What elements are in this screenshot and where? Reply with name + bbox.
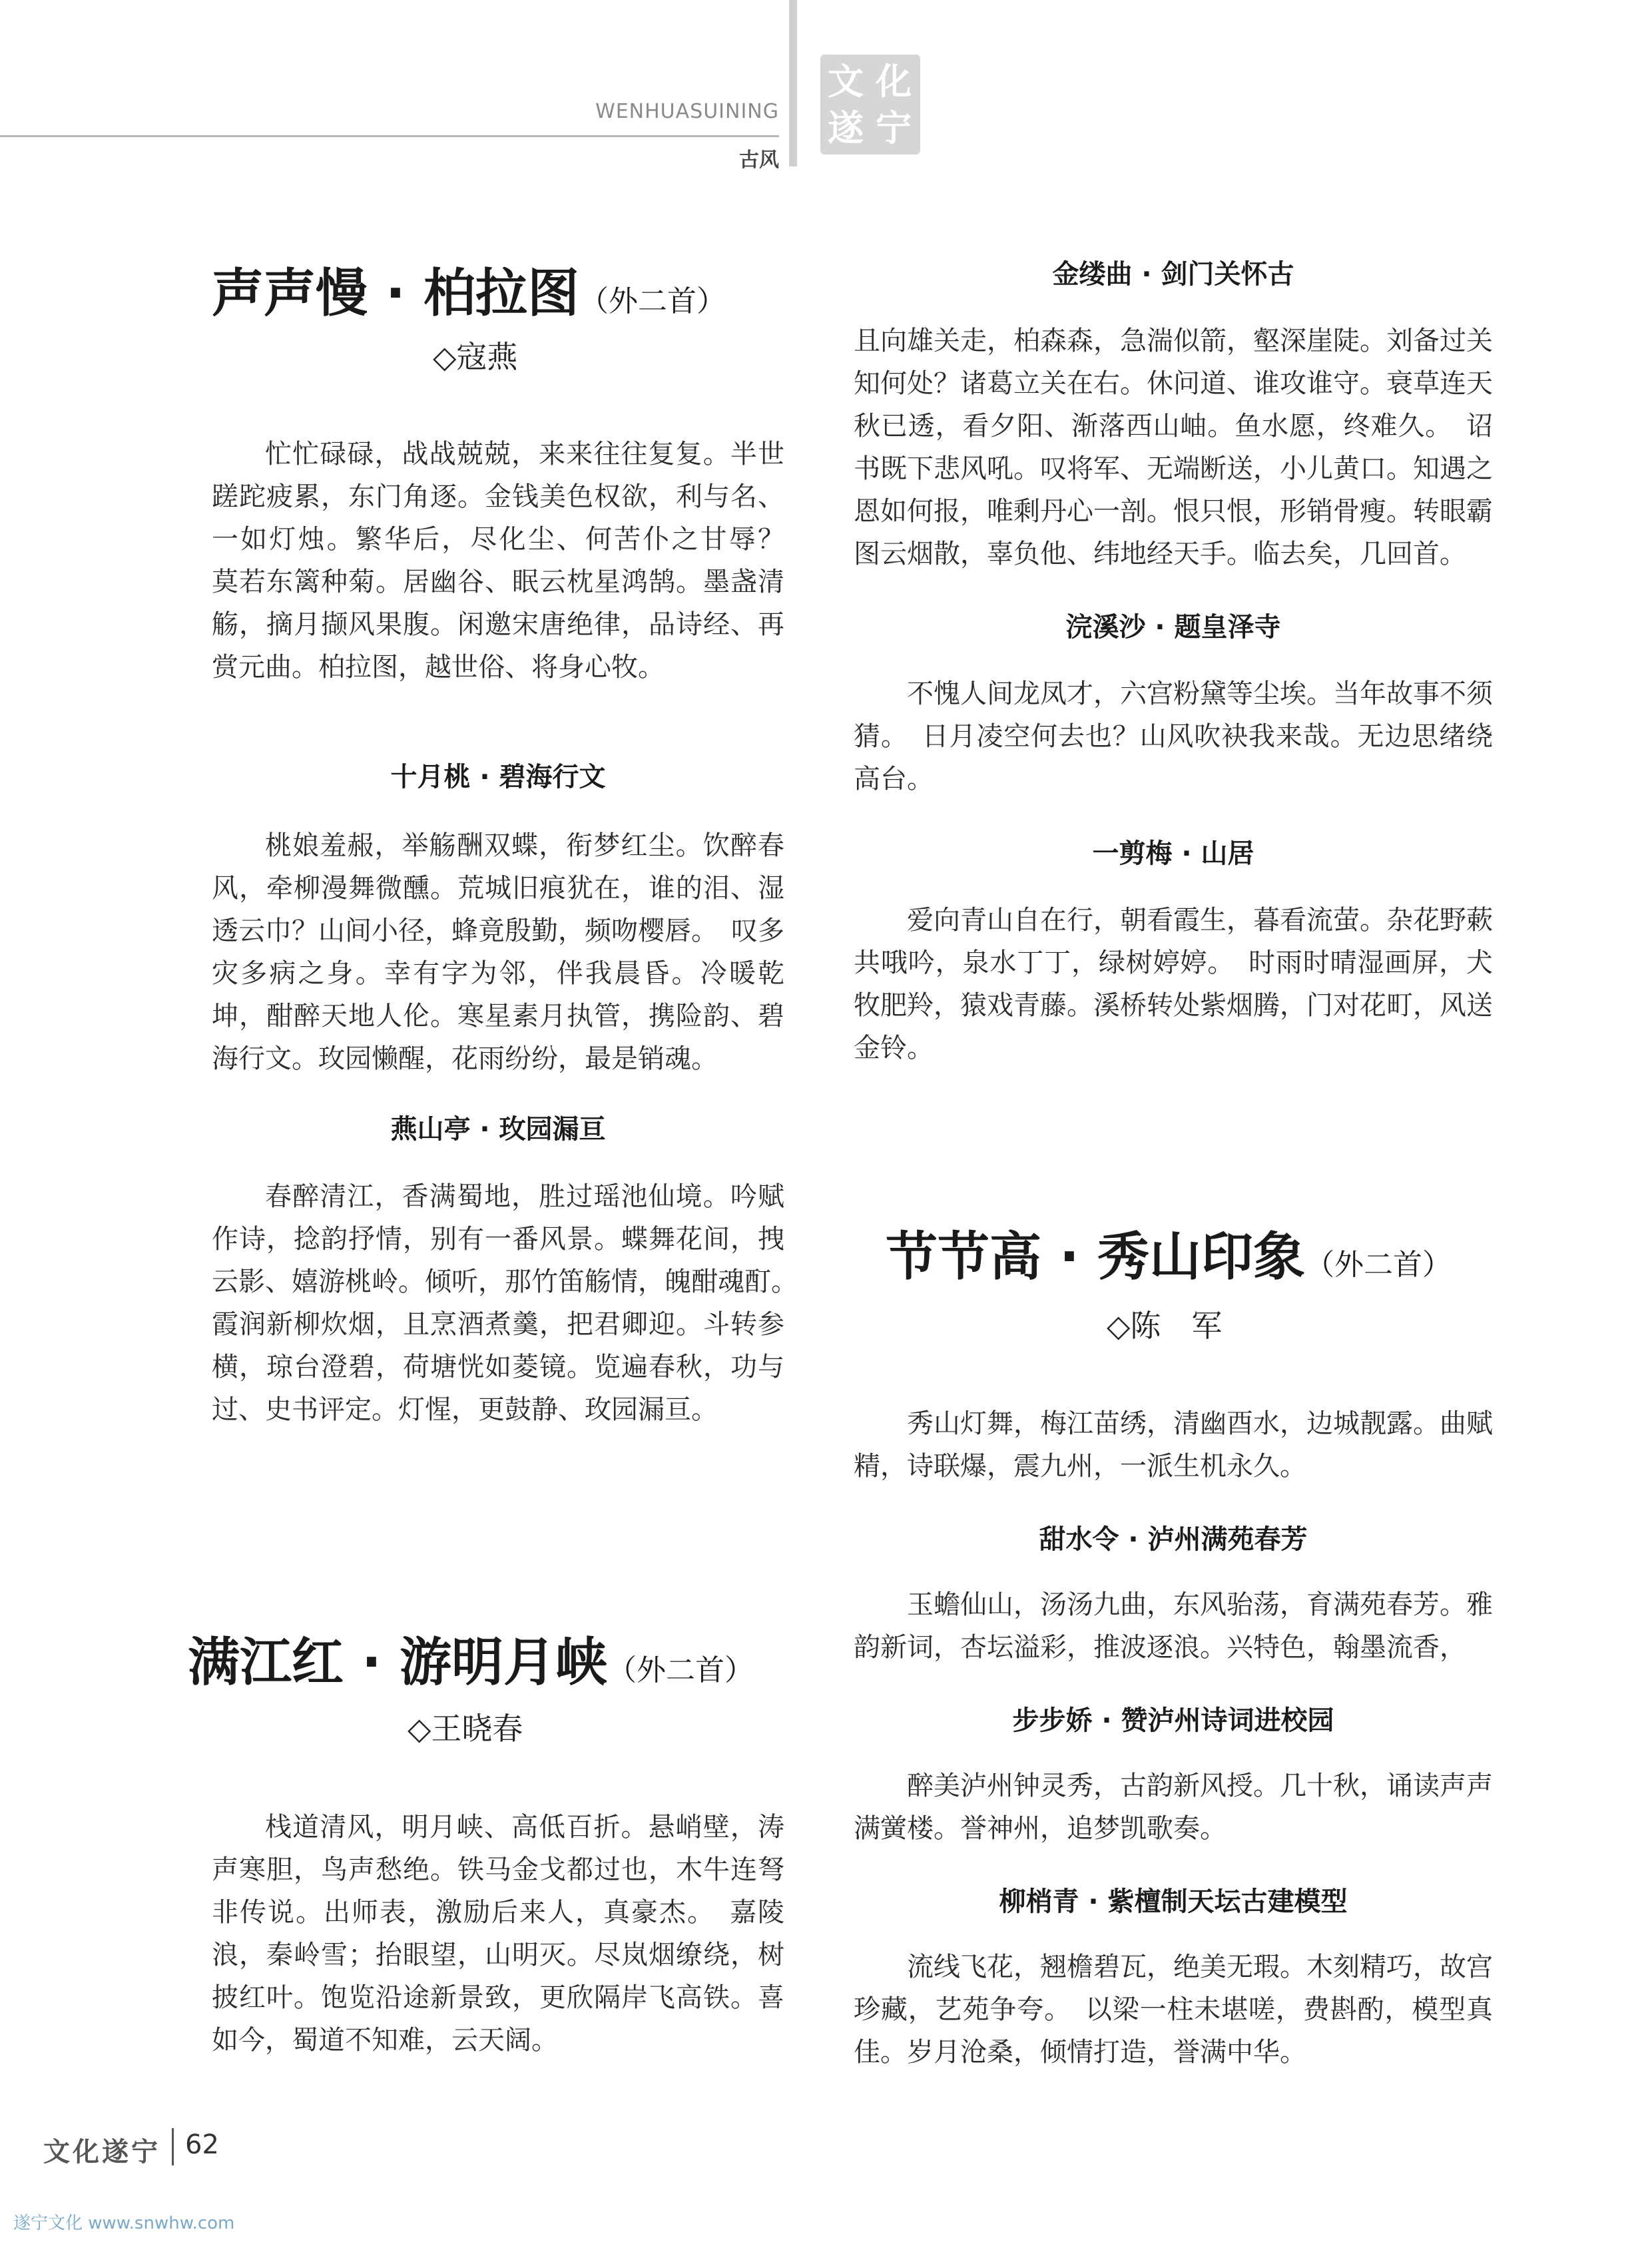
section-title-huanxisha: 浣溪沙 · 题皇泽寺 — [1065, 612, 1281, 643]
poem-text-2: 栈道清风，明月峡、高低百折。悬峭壁，涛声寒胆，鸟声愁绝。铁马金戈都过也，木牛连弩非传说。出师表，激励后来人，真豪杰。 嘉陵浪，秦岭雪；抬眼望，山明灭。尽岚烟缭绕，树披红叶。饱览沿途新景致，更欣隔岸飞高铁。喜如今，蜀道不知难，云天阔。 — [212, 1812, 784, 2056]
section-title-tianshuiling: 甜水令 · 泸州满苑春芳 — [1039, 1524, 1308, 1555]
seal-char: 遂 — [828, 107, 864, 149]
poem-title-3: 节节高 · 秀山印象（外二首） — [886, 1227, 1452, 1287]
section-text-yanshanting: 春醉清江，香满蜀地，胜过瑶池仙境。吟赋作诗，捻韵抒情，别有一番风景。蝶舞花间，拽云影、嬉游桃岭。倾听，那竹笛觞情，魄酣魂酊。 霞润新柳炊烟，且烹酒煮羹，把君卿迎。斗转参横，琼台澄碧，荷塘恍如菱镜。览遍春秋，功与过、史书评定。灯惺，更鼓静、玫园漏亘。 — [212, 1181, 811, 1425]
footer-divider — [172, 2128, 174, 2165]
poem-title-1: 声声慢 · 柏拉图（外二首） — [212, 264, 726, 324]
section-text-yijianmei: 爱向青山自在行，朝看霞生，暮看流萤。杂花野蔌共哦吟，泉水丁丁，绿树婷婷。 时雨时晴湿画屏，犬牧肥羚，猿戏青藤。溪桥转处紫烟腾，门对花町，风送金铃。 — [854, 905, 1493, 1063]
section-text-bubujiao: 醉美泸州钟灵秀，古韵新风授。几十秋，诵读声声满黉楼。誉神州，追梦凯歌奏。 — [854, 1771, 1493, 1844]
seal-char: 化 — [876, 60, 912, 103]
section-title-jinlvqu: 金缕曲 · 剑门关怀古 — [1052, 259, 1294, 290]
section-text-liushaoqing: 流线飞花，翘檐碧瓦，绝美无瑕。木刻精巧，故宫珍藏，艺苑争夸。 以梁一柱未堪嗟，费斟酌，模型真佳。岁月沧桑，倾情打造，誉满中华。 — [854, 1952, 1493, 2068]
section-title-liushaoqing: 柳梢青 · 紫檀制天坛古建模型 — [999, 1886, 1348, 1917]
page-number: 62 — [185, 2129, 219, 2160]
section-title-yanshanting: 燕山亭 · 玫园漏亘 — [390, 1114, 606, 1145]
header-english-title: WENHUASUINING — [595, 100, 779, 123]
section-text-shiyuetao: 桃娘羞赧，举觞酬双蝶，衔梦红尘。饮醉春风，牵柳漫舞微醺。荒城旧痕犹在，谁的泪、湿透云巾？山间小径，蜂竟殷勤，频吻樱唇。 叹多灾多病之身。幸有字为邻，伴我晨昏。冷暖乾坤，酣醉天地人伦。寒星素月执管，携险韵、碧海行文。玫园懒醒，花雨纷纷，最是销魂。 — [212, 830, 784, 1074]
header-section-label: 古风 — [739, 148, 779, 172]
magazine-seal-logo — [820, 55, 920, 154]
watermark-logo: 遂宁文化 www.snwhw.com — [13, 2213, 235, 2233]
section-text-huanxisha: 不愧人间龙凤才，六宫粉黛等尘埃。当年故事不须猜。 日月凌空何去也？山风吹袂我来哉。无边思绪绕高台。 — [854, 679, 1493, 794]
section-title-yijianmei: 一剪梅 · 山居 — [1092, 838, 1254, 869]
header-rule — [0, 135, 779, 137]
seal-char: 文 — [828, 60, 864, 103]
section-title-shiyuetao: 十月桃 · 碧海行文 — [390, 762, 606, 792]
author-2: ◇王晓春 — [408, 1711, 523, 1747]
poem-text-3: 秀山灯舞，梅江苗绣，清幽酉水，边城靓露。曲赋精，诗联爆，震九州，一派生机永久。 — [854, 1408, 1493, 1482]
author-3: ◇陈 军 — [1107, 1308, 1223, 1344]
footer-brand: 文化遂宁 — [43, 2136, 160, 2167]
seal-char: 宁 — [876, 107, 912, 149]
poem-title-2: 满江红 · 游明月峡（外二首） — [188, 1633, 754, 1693]
section-text-tianshuiling: 玉蟾仙山，汤汤九曲，东风骀荡，育满苑春芳。雅韵新词，杏坛溢彩，推波逐浪。兴特色，翰墨流香， — [854, 1589, 1493, 1663]
section-title-bubujiao: 步步娇 · 赞泸州诗词进校园 — [1012, 1705, 1334, 1736]
section-text-jinlvqu: 且向雄关走，柏森森，急湍似箭，壑深崖陡。刘备过关知何处？诸葛立关在右。休问道、谁攻谁守。衰草连天秋已透，看夕阳、渐落西山岫。鱼水愿，终难久。 诏书既下悲风吼。叹将军、无端断送，小儿黄口。知遇之恩如何报，唯剩丹心一剖。恨只恨，形销骨瘦。转眼霸图云烟散，辜负他、纬地经天手。临去矣，几回首。 — [854, 326, 1493, 569]
poem-text-1: 忙忙碌碌，战战兢兢，来来往往复复。半世蹉跎疲累，东门角逐。金钱美色权欲，利与名、一如灯烛。繁华后，尽化尘、何苦仆之甘辱？ 莫若东篱种菊。居幽谷、眠云枕星鸿鹄。墨盏清觞，摘月撷风果腹。闲邀宋唐绝律，品诗经、再赏元曲。柏拉图，越世俗、将身心牧。 — [212, 439, 811, 683]
header-divider-vertical — [789, 0, 797, 166]
author-1: ◇寇燕 — [433, 339, 518, 375]
